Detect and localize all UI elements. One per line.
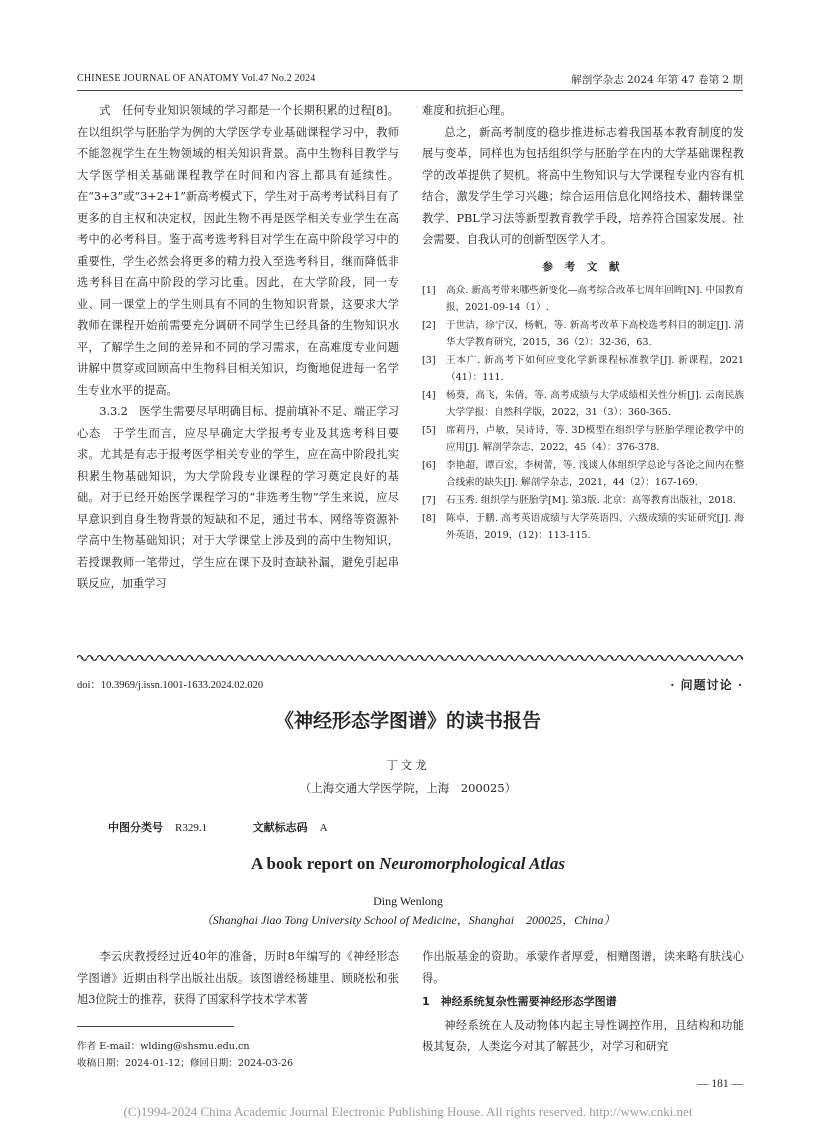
author-english: Ding Wenlong (373, 894, 443, 908)
reference-number: [2] (422, 320, 436, 331)
intro-paragraph-right: 作出版基金的资助。承蒙作者厚爱，相赠图谱，读来略有肤浅心得。 (422, 950, 744, 985)
journal-header-chinese: 解剖学杂志 2024 年第 47 卷第 2 期 (571, 74, 743, 86)
author-email: 作者 E-mail：wlding@shsmu.edu.cn (77, 1041, 250, 1052)
article-title-english (0, 854, 816, 874)
affiliation-english: （Shanghai Jiao Tong University School of Medicine，Shanghai 200025，China） (200, 913, 616, 927)
reference-number: [7] (422, 495, 436, 506)
reference-item (422, 352, 744, 386)
right-column (422, 100, 744, 545)
section-1-heading: 1 神经系统复杂性需要神经形态学图谱 (422, 995, 617, 1008)
title-en-italic: Neuromorphological Atlas (379, 854, 566, 873)
right-paragraph-1: 难度和抗拒心理。 (422, 104, 512, 117)
affiliation-chinese: （上海交通大学医学院，上海 200025） (299, 781, 517, 795)
clc-value: R329.1 (175, 822, 208, 834)
references-list (422, 282, 744, 544)
reference-text: 石玉秀. 组织学与胚胎学[M]. 第3版. 北京：高等教育出版社，2018. (446, 495, 736, 506)
left-column (77, 100, 399, 595)
intro-paragraph-left: 李云庆教授经过近40年的准备，历时8年编写的《神经形态学图谱》近期由科学出版社出版。该图谱经杨雄里、顾晓松和张旭3位院士的推荐，获得了国家科学技术学术著 (77, 950, 399, 1006)
reference-item (422, 282, 744, 316)
header-rule (77, 90, 743, 91)
reference-text: 王本广. 新高考下如何应变化学新课程标准教学[J]. 新课程，2021（41）：111. (446, 355, 744, 383)
title-en-prefix: A book report on (250, 854, 380, 873)
reference-number: [1] (422, 285, 436, 296)
reference-item (422, 492, 744, 509)
article-body-left (77, 946, 399, 1011)
received-dates: 收稿日期：2024-01-12；修回日期：2024-03-26 (77, 1058, 294, 1069)
article-body-right (422, 946, 744, 1058)
reference-number: [3] (422, 355, 436, 366)
reference-number: [5] (422, 425, 436, 436)
journal-header-english: CHINESE JOURNAL OF ANATOMY Vol.47 No.2 2024 (77, 73, 316, 84)
reference-item (422, 510, 744, 544)
left-paragraph-1: 式 任何专业知识领域的学习都是一个长期积累的过程[8]。在以组织学与胚胎学为例的大学医学专业基础课程学习中，教师不能忽视学生在生物领域的相关知识背景。高中生物科目教学与大学医学相关基础课程教学在时间和内容上都具有延续性。在“3+3”或“3+2+1”新高考模式下，学生对于高考考试科目有了更多的自主权和决定权，因此生物不再是医学相关专业学生在高考中的必考科目。鉴于高考选考科目对学生在高中阶段学习中的重要性，学生必然会将更多的精力投入至选考科目，继而降低非选考科目在高中阶段的学习比重。因此，在大学阶段，同一专业、同一课堂上的学生则具有不同的生物知识背景，这要求大学教师在课程开始前需要充分调研不同学生已经具备的生物知识水平，了解学生之间的差异和不同的学习需求，在高难度专业问题讲解中贯穿或回顾高中生物科目相关知识，均衡地促进每一名学生专业水平的提高。 (77, 104, 399, 397)
ornament-wave-icon (77, 653, 743, 663)
doi-text: doi：10.3969/j.issn.1001-1633.2024.02.020 (77, 680, 264, 691)
reference-item (422, 387, 744, 421)
reference-item (422, 457, 744, 491)
reference-number: [8] (422, 513, 436, 524)
reference-text: 席莉丹，卢敏，吴诗诗，等. 3D模型在组织学与胚胎学理论教学中的应用[J]. 解剖学杂志，2022，45（4）：376-378. (446, 425, 744, 453)
doc-code-label: 文献标志码 (252, 821, 308, 834)
copyright-footer: (C)1994-2024 China Academic Journal Electronic Publishing House. All rights reserved. http://www.cnki.net (123, 1104, 693, 1119)
ornamental-divider (77, 653, 743, 663)
right-paragraph-2: 总之，新高考制度的稳步推进标志着我国基本教育制度的发展与变革，同样也为包括组织学与胚胎学在内的大学基础课程教学的改革提供了契机。将高中生物知识与大学课程专业内容有机结合，激发学生学习兴趣；综合运用信息化网络技术、翻转课堂教学、PBL学习法等新型教育教学手段，培养符合国家发展、社会需要、自我认可的创新型医学人才。 (422, 125, 744, 246)
reference-item (422, 422, 744, 456)
reference-number: [4] (422, 390, 436, 401)
author-chinese: 丁文龙 (386, 758, 430, 772)
reference-number: [6] (422, 460, 436, 471)
article-title-chinese: 《神经形态学图谱》的读书报告 (274, 710, 541, 732)
section-tag: · 问题讨论 · (670, 678, 743, 692)
section-1-paragraph: 神经系统在人及动物体内起主导性调控作用，且结构和功能极其复杂，人类迄今对其了解甚少，对学习和研究 (422, 1018, 744, 1053)
references-title: 参 考 文 献 (542, 260, 624, 273)
page-number: — 181 — (697, 1078, 743, 1090)
reference-text: 杨葵，高飞，朱倩，等. 高考成绩与大学成绩相关性分析[J]. 云南民族大学学报：自然科学版，2022，31（3）：360-365. (446, 390, 744, 418)
left-paragraph-2: 3.3.2 医学生需要尽早明确目标、提前填补不足、端正学习心态 于学生而言，应尽早确定大学报考专业及其选考科目要求。尤其是有志于报考医学相关专业的学生，应在高中阶段扎实积累生物基础知识，为大学阶段专业课程的学习奠定良好的基础。对于已经开始医学课程学习的“非选考生物”学生来说，应尽早意识到自身生物背景的短缺和不足，通过书本、网络等资源补学高中生物基础知识；对于大学课堂上涉及到的高中生物知识，若授课教师一笔带过，学生应在课下及时查缺补漏，避免引起串联反应，加重学习 (77, 405, 399, 590)
reference-text: 于世洁，徐宁汉，杨帆，等. 新高考改革下高校选考科目的制定[J]. 清华大学教育研究，2015，36（2）：32-36，63. (446, 320, 744, 348)
doc-code-value: A (319, 822, 328, 834)
classification-meta (108, 819, 370, 835)
reference-text: 高众. 新高考带来哪些新变化—高考综合改革七周年回眸[N]. 中国教育报，2021-09-14（1）. (446, 285, 744, 313)
reference-text: 陈卓，于鹏. 高考英语成绩与大学英语四、六级成绩的实证研究[J]. 海外英语，2019，(12)：113-115. (446, 513, 744, 541)
reference-item (422, 317, 744, 351)
reference-text: 李艳超，谭百宏，李树蕾，等. 浅谈人体组织学总论与各论之间内在整合线索的缺失[J]. 解剖学杂志，2021，44（2）：167-169. (446, 460, 744, 488)
clc-label: 中图分类号 (108, 821, 163, 834)
footnote-rule (77, 1026, 234, 1027)
